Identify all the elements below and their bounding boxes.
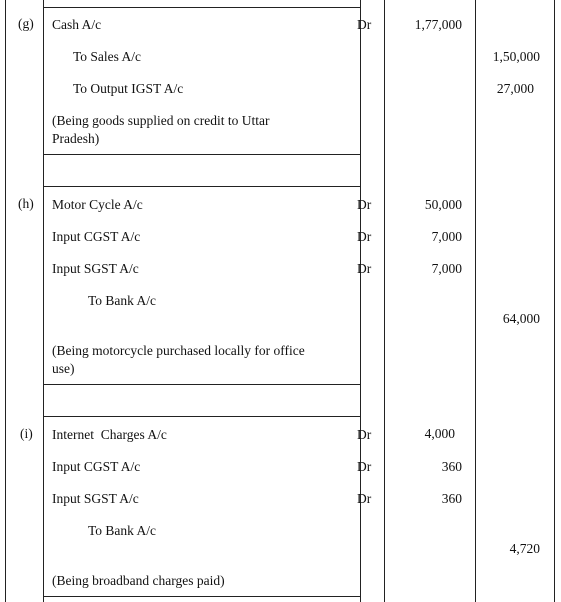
col-line-label bbox=[43, 0, 44, 602]
account-name: To Bank A/c bbox=[88, 293, 157, 308]
credit-amount: 27,000 bbox=[496, 81, 534, 96]
entry-label: (g) bbox=[18, 16, 34, 31]
entry-label: (i) bbox=[20, 426, 33, 441]
account-name: Motor Cycle A/c bbox=[52, 197, 143, 212]
debit-amount: 360 bbox=[441, 491, 462, 506]
debit-amount: 7,000 bbox=[431, 229, 462, 244]
debit-amount: 1,77,000 bbox=[414, 17, 462, 32]
narration: (Being motorcycle purchased locally for office use) bbox=[52, 343, 305, 376]
col-line-left bbox=[5, 0, 6, 602]
debit-amount: 7,000 bbox=[431, 261, 462, 276]
entry-label: (h) bbox=[18, 196, 34, 211]
credit-amount: 4,720 bbox=[509, 541, 540, 556]
row-line bbox=[43, 384, 360, 385]
dr-marker: Dr bbox=[357, 229, 372, 244]
row-line bbox=[43, 7, 360, 8]
dr-marker: Dr bbox=[357, 197, 372, 212]
account-name: To Bank A/c bbox=[88, 523, 157, 538]
dr-marker: Dr bbox=[357, 261, 372, 276]
account-name: Input CGST A/c bbox=[52, 459, 141, 474]
col-line-particulars bbox=[360, 0, 361, 602]
col-line-dr bbox=[384, 0, 385, 602]
dr-marker: Dr bbox=[357, 17, 372, 32]
row-line bbox=[43, 186, 360, 187]
debit-amount: 4,000 bbox=[424, 426, 455, 441]
account-name: Cash A/c bbox=[52, 17, 102, 32]
col-line-debit bbox=[475, 0, 476, 602]
dr-marker: Dr bbox=[357, 427, 372, 442]
credit-amount: 64,000 bbox=[502, 311, 540, 326]
row-line bbox=[43, 416, 360, 417]
credit-amount: 1,50,000 bbox=[492, 49, 540, 64]
account-name: Internet Charges A/c bbox=[52, 427, 167, 442]
account-name: Input SGST A/c bbox=[52, 491, 139, 506]
account-name: Input CGST A/c bbox=[52, 229, 141, 244]
narration: (Being broadband charges paid) bbox=[52, 573, 225, 588]
debit-amount: 360 bbox=[441, 459, 462, 474]
dr-marker: Dr bbox=[357, 491, 372, 506]
account-name: To Output IGST A/c bbox=[73, 81, 184, 96]
col-line-right bbox=[554, 0, 555, 602]
row-line bbox=[43, 154, 360, 155]
row-line bbox=[43, 596, 360, 597]
debit-amount: 50,000 bbox=[424, 197, 462, 212]
narration: (Being goods supplied on credit to Uttar Pradesh) bbox=[52, 113, 270, 146]
dr-marker: Dr bbox=[357, 459, 372, 474]
account-name: Input SGST A/c bbox=[52, 261, 139, 276]
account-name: To Sales A/c bbox=[73, 49, 142, 64]
